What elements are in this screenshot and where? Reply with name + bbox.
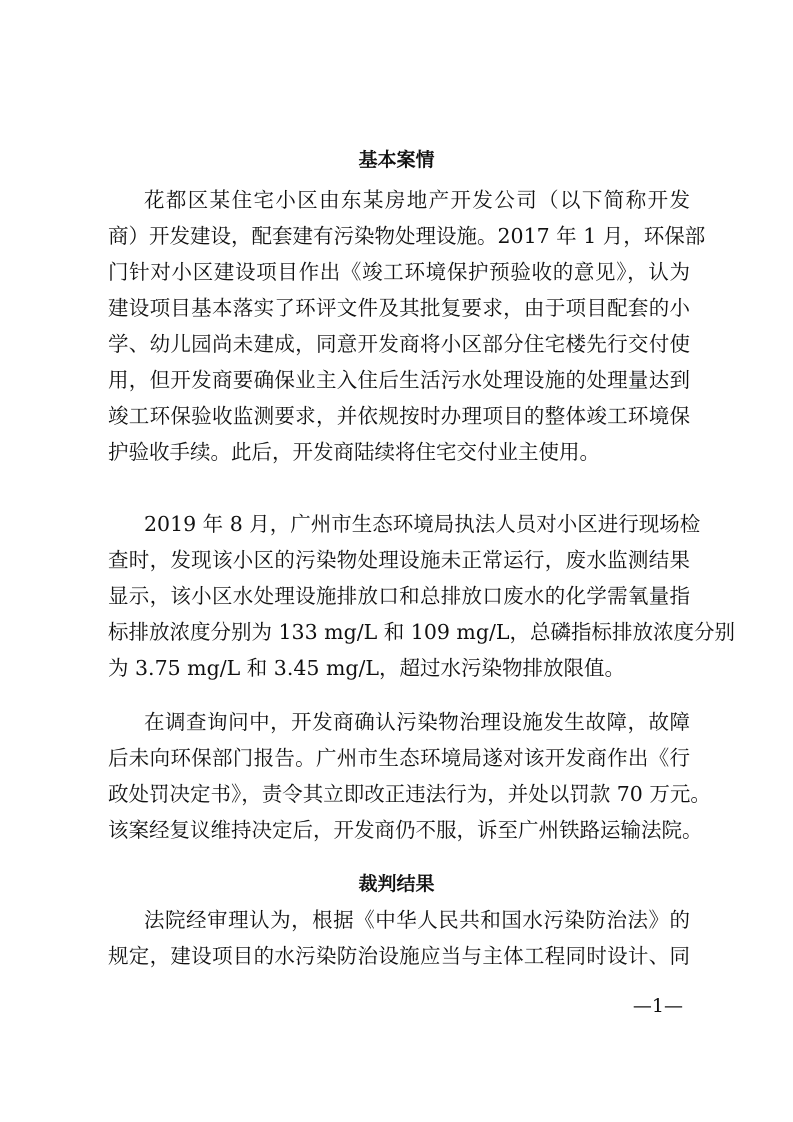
text-line: 学、幼儿园尚未建成，同意开发商将小区部分住宅楼先行交付使: [108, 332, 690, 356]
text-line: 后未向环保部门报告。广州市生态环境局遂对该开发商作出《行: [108, 746, 690, 770]
paragraph-case-facts-2: [108, 506, 736, 686]
text-line: 在调查询问中，开发商确认污染物治理设施发生故障，故障: [144, 710, 690, 734]
text-line: 该案经复议维持决定后，开发商仍不服，诉至广州铁路运输法院。: [108, 818, 703, 842]
text-line: 用，但开发商要确保业主入住后生活污水处理设施的处理量达到: [108, 368, 690, 392]
paragraph-case-facts-1: [108, 182, 706, 470]
text-line: 护验收手续。此后，开发商陆续将住宅交付业主使用。: [108, 440, 600, 464]
text-line: 查时，发现该小区的污染物处理设施未正常运行，废水监测结果: [108, 548, 690, 572]
text-line: 门针对小区建设项目作出《竣工环境保护预验收的意见》，认为: [108, 260, 690, 284]
text-line: 为 3.75 mg/L 和 3.45 mg/L，超过水污染物排放限值。: [108, 656, 626, 680]
text-line: 法院经审理认为，根据《中华人民共和国水污染防治法》的: [144, 908, 690, 932]
text-line: 规定，建设项目的水污染防治设施应当与主体工程同时设计、同: [108, 944, 690, 968]
text-line: 建设项目基本落实了环评文件及其批复要求，由于项目配套的小: [108, 296, 690, 320]
text-line: 显示，该小区水处理设施排放口和总排放口废水的化学需氧量指: [108, 584, 690, 608]
text-line: 竣工环保验收监测要求，并依规按时办理项目的整体竣工环境保: [108, 404, 690, 428]
paragraph-judgment-1: [108, 902, 690, 974]
text-line: 2019 年 8 月，广州市生态环境局执法人员对小区进行现场检: [144, 512, 701, 536]
section-heading-judgment: 裁判结果: [358, 873, 435, 895]
text-line: 政处罚决定书》，责令其立即改正违法行为，并处以罚款 70 万元。: [108, 782, 711, 806]
text-line: 花都区某住宅小区由东某房地产开发公司（以下简称开发: [144, 188, 690, 212]
text-line: 商）开发建设，配套建有污染物处理设施。2017 年 1 月，环保部: [108, 224, 706, 248]
section-heading-case-facts: 基本案情: [358, 149, 435, 171]
text-line: 标排放浓度分别为 133 mg/L 和 109 mg/L，总磷指标排放浓度分别: [108, 620, 736, 644]
paragraph-case-facts-3: [108, 704, 711, 848]
page-number: —1—: [632, 995, 683, 1017]
